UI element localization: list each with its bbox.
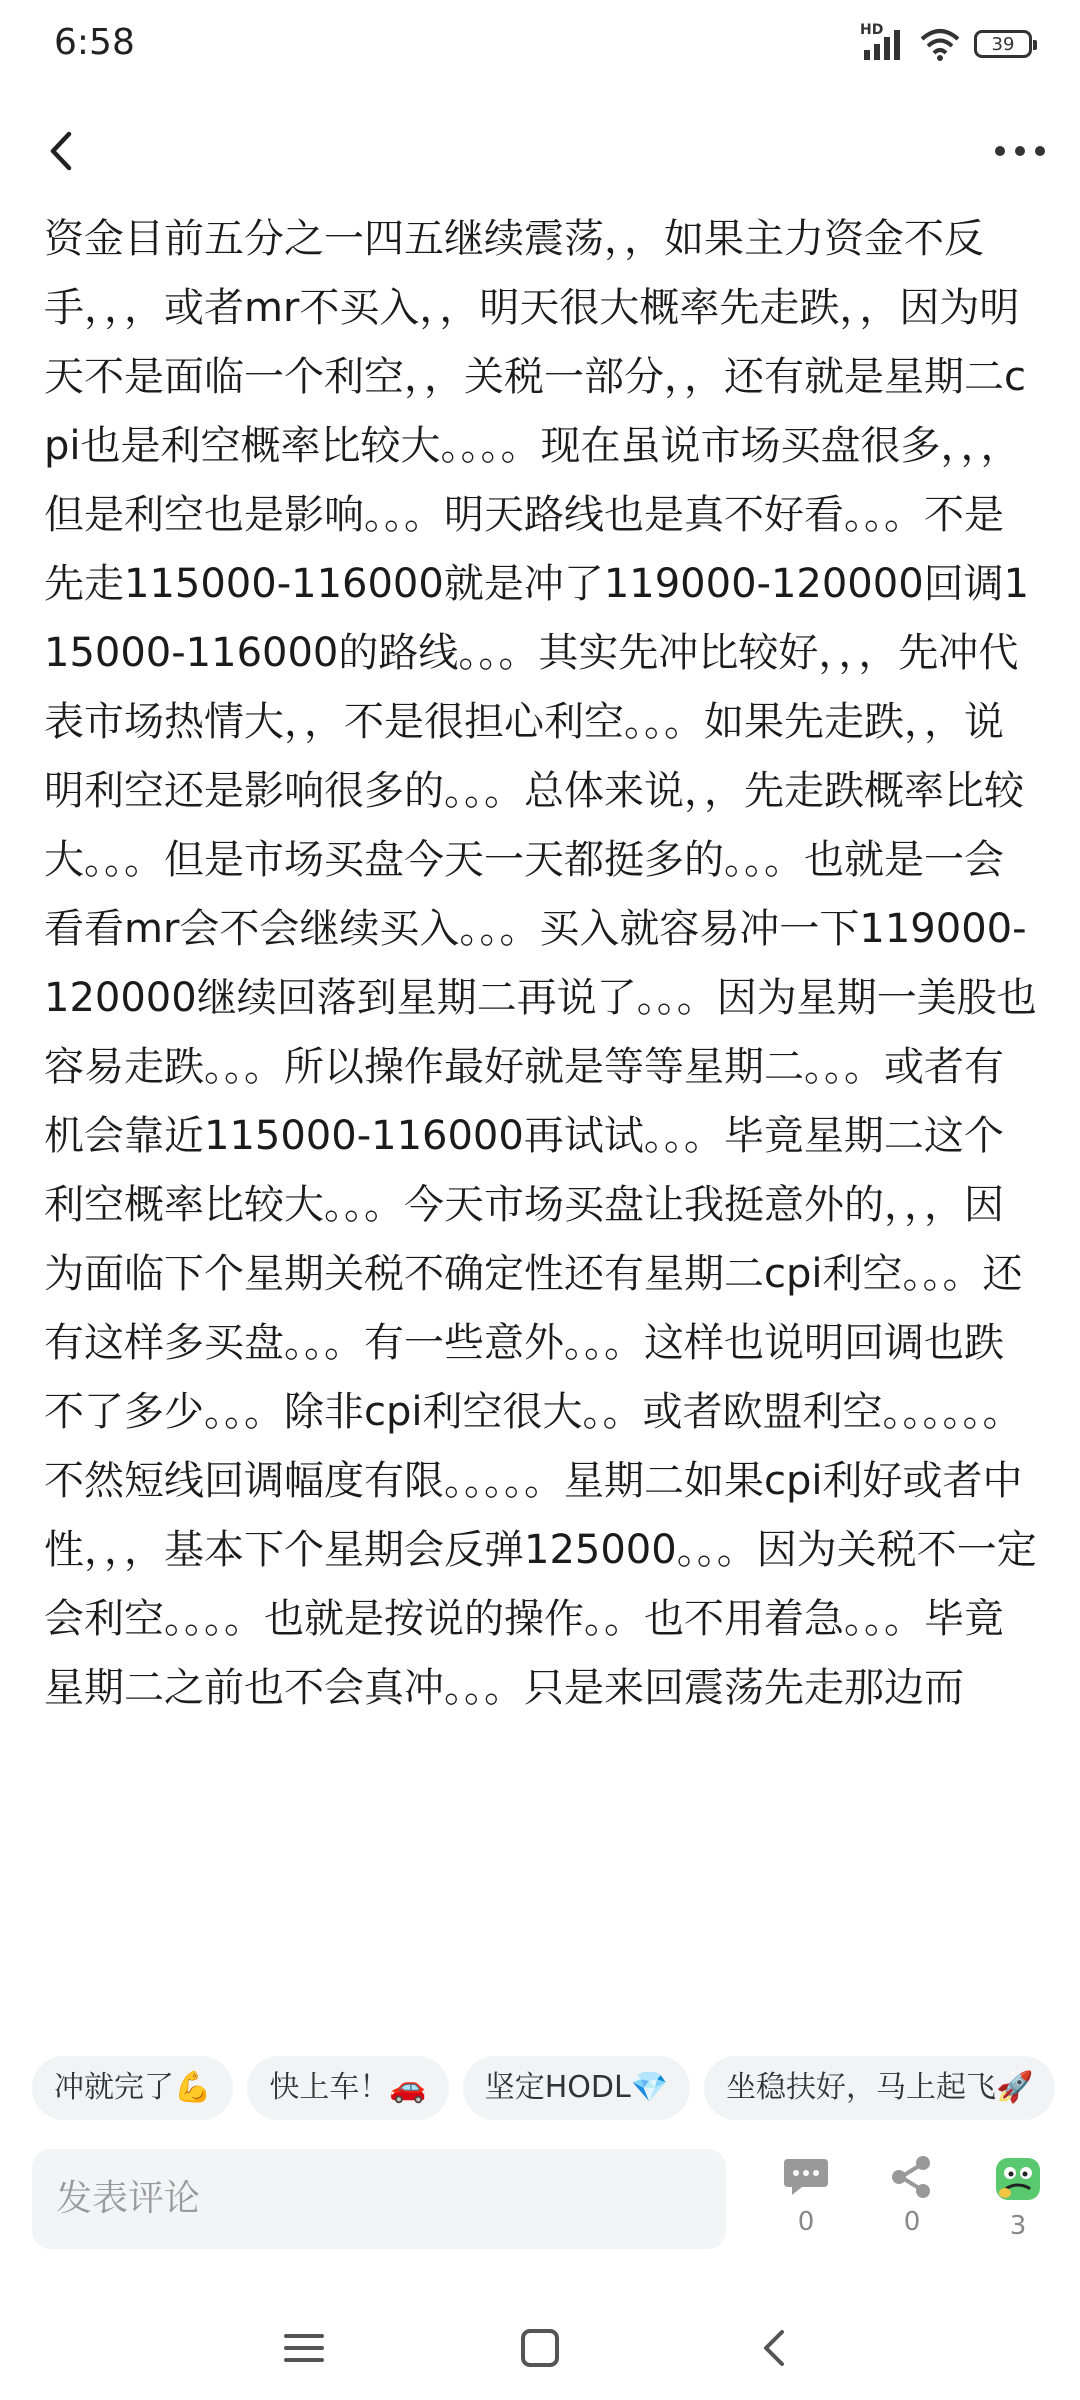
- status-icons: [860, 24, 1032, 64]
- quick-reply-chip[interactable]: 坐稳扶好，马上起飞🚀: [704, 2056, 1055, 2120]
- battery-icon: [974, 30, 1032, 58]
- home-square-icon: [510, 2318, 570, 2378]
- battery-level: 39: [991, 33, 1015, 55]
- menu-icon: [274, 2318, 334, 2378]
- quick-reply-chip[interactable]: 坚定HODL💎: [463, 2056, 690, 2120]
- share-button[interactable]: [872, 2155, 952, 2237]
- quick-reply-chip[interactable]: 快上车！🚗: [247, 2056, 448, 2120]
- back-button[interactable]: [38, 126, 88, 176]
- article-body: [44, 205, 1040, 2025]
- quick-reply-list: [32, 2056, 1080, 2120]
- comment-bubble-icon: [782, 2155, 830, 2199]
- more-options-button[interactable]: [990, 126, 1050, 176]
- nav-back-button[interactable]: [746, 2318, 806, 2378]
- signal-icon: [860, 22, 906, 62]
- nav-home-button[interactable]: [510, 2318, 570, 2378]
- wifi-icon: [920, 27, 960, 61]
- quick-reply-chip[interactable]: 冲就完了💪: [32, 2056, 233, 2120]
- top-bar: [0, 110, 1080, 190]
- status-bar: [0, 0, 1080, 90]
- back-arrow-icon: [38, 126, 88, 176]
- share-icon: [888, 2155, 936, 2199]
- nav-menu-button[interactable]: [274, 2318, 334, 2378]
- comment-bar: [0, 2145, 1080, 2255]
- share-count: 0: [903, 2207, 921, 2237]
- status-time: 6:58: [54, 22, 135, 63]
- reaction-button[interactable]: [978, 2155, 1058, 2241]
- reaction-count: 3: [1009, 2211, 1027, 2241]
- more-dots-icon: [990, 126, 1050, 176]
- comment-button[interactable]: [766, 2155, 846, 2237]
- comment-input[interactable]: 发表评论: [32, 2149, 726, 2249]
- nav-back-icon: [746, 2318, 806, 2378]
- emoji-reaction-icon: [993, 2155, 1043, 2203]
- network-type-label: HD: [860, 22, 884, 38]
- system-nav-bar: [0, 2290, 1080, 2400]
- article-paragraph: 资金目前五分之一四五继续震荡，，如果主力资金不反手，，，或者mr不买入，，明天很大概率先走跌，，因为明天不是面临一个利空，，关税一部分，，还有就是星期二cpi也是利空概率比较大。。。。现在虽说市场买盘很多，，，但是利空也是影响。。。明天路线也是真不好看。。。不是先走115000-116000就是冲了119000-120000回调115000-116000的路线。。。其实先冲比较好，，，先冲代表市场热情大，，不是很担心利空。。。如果先走跌，，说明利空还是影响很多的。。。总体来说，，先走跌概率比较大。。。但是市场买盘今天一天都挺多的。。。也就是一会看看mr会不会继续买入。。。买入就容易冲一下119000-120000继续回落到星期二再说了。。。因为星期一美股也容易走跌。。。所以操作最好就是等等星期二。。。或者有机会靠近115000-116000再试试。。。毕竟星期二这个利空概率比较大。。。今天市场买盘让我挺意外的，，，因为面临下个星期关税不确定性还有星期二cpi利空。。。还有这样多买盘。。。有一些意外。。。这样也说明回调也跌不了多少。。。除非cpi利空很大。。或者欧盟利空。。。。。。不然短线回调幅度有限。。。。。星期二如果cpi利好或者中性，，，基本下个星期会反弹125000。。。因为关税不一定会利空。。。。也就是按说的操作。。也不用着急。。。毕竟星期二之前也不会真冲。。。只是来回震荡先走那边而: [44, 216, 1037, 1711]
- comment-count: 0: [797, 2207, 815, 2237]
